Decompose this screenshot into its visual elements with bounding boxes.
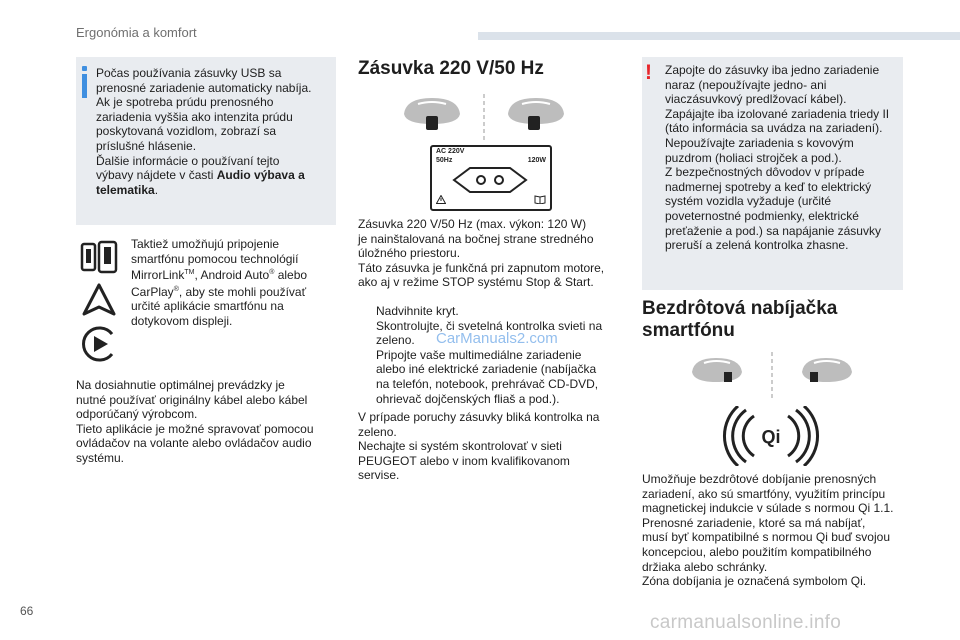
wireless-line: držiaka alebo schránky.: [642, 559, 768, 574]
socket-intro: [358, 217, 628, 290]
cable-line: systému.: [76, 450, 125, 465]
warning-line: viaczásuvkový predlžovací kábel).: [665, 92, 847, 107]
wireless-line: Prenosné zariadenie, ktoré sa má nabíjať,: [642, 515, 866, 530]
warning-triangle-icon: [436, 195, 446, 204]
info-bold-ref: telematika: [96, 182, 155, 197]
step-item: Skontrolujte, či svetelná kontrolka svieti na: [376, 318, 603, 333]
page-number: 66: [20, 604, 34, 618]
info-line: telematika.: [96, 182, 159, 197]
socket-intro-line: úložného priestoru.: [358, 246, 461, 261]
socket-label-ac: AC 220V: [436, 148, 465, 155]
tech-line: Taktiež umožňujú pripojenie: [131, 237, 280, 251]
header-bar: [478, 32, 960, 40]
socket-steps: [358, 304, 630, 406]
info-line: výbavy nájdete v časti Audio výbava a: [96, 168, 305, 183]
wireless-title: [642, 298, 837, 342]
cable-line: ovládačov na volante alebo ovládačov audio: [76, 436, 312, 451]
smartphone-tech-text: [131, 237, 336, 329]
warning-mark-icon: !: [645, 61, 652, 84]
warning-line: preruší a zelená kontrolka zhasne.: [665, 238, 849, 253]
warning-box: [642, 57, 903, 290]
socket-intro-line: je nainštalovaná na bočnej strane stredného: [358, 231, 594, 246]
warning-line: Zapojte do zásuvky iba jedno zariadenie: [665, 63, 880, 77]
warning-line: Z bezpečnostných dôvodov v prípade: [665, 165, 865, 180]
console-seats-icon: [398, 92, 570, 144]
warning-line: Nepoužívajte zariadenia s kovovým: [665, 135, 854, 150]
wireless-line: Umožňuje bezdrôtové dobíjanie prenosných: [642, 472, 877, 486]
watermark-center: CarManuals2.com: [436, 330, 558, 347]
cable-line: odporúčaný výrobcom.: [76, 407, 198, 422]
tech-line: smartfónu pomocou technológií: [131, 251, 299, 266]
fault-line: servise.: [358, 468, 400, 483]
warning-line: (táto informácia sa uvádza na zariadení).: [665, 121, 883, 136]
cable-line: Na dosiahnutie optimálnej prevádzky je: [76, 378, 285, 392]
fault-line: Nechajte si systém skontrolovať v sieti: [358, 439, 562, 454]
wireless-line: Zóna dobíjania je označená symbolom Qi.: [642, 574, 867, 589]
info-line: zariadenia vyššia ako intenzita prúdu: [96, 109, 293, 124]
warning-text: [665, 63, 901, 253]
info-box: [76, 57, 336, 225]
fault-line: zeleno.: [358, 424, 397, 439]
info-bold-ref: Audio výbava a: [216, 168, 305, 183]
warning-line: poveternostné podmienky, elektrické: [665, 208, 859, 223]
socket-intro-line: Zásuvka 220 V/50 Hz (max. výkon: 120 W): [358, 217, 587, 231]
section-title: Ergonómia a komfort: [76, 25, 197, 40]
info-icon: [82, 66, 87, 98]
tech-line: CarPlay®, aby ste mohli používať: [131, 284, 307, 299]
carplay-icon: [79, 324, 119, 364]
wireless-title-line: smartfónu: [642, 320, 735, 341]
tech-line: určité aplikácie smartfónu na: [131, 299, 284, 314]
info-text: [96, 66, 332, 197]
step-item-cont: zeleno.: [376, 333, 415, 348]
wireless-body: [642, 472, 910, 589]
info-line: poskytovaná vozidlom, zobrazí sa: [96, 124, 277, 139]
socket-panel: [430, 145, 552, 211]
wireless-line: magnetickej indukcie v súlade s normou Qi 1.1.: [642, 501, 894, 516]
step-item: Pripojte vaše multimediálne zariadenie: [376, 347, 582, 362]
socket-label-hz: 50Hz: [436, 157, 453, 164]
wireless-line: koncepciou, alebo použitím kompatibilného: [642, 544, 872, 559]
manual-book-icon: [534, 195, 546, 204]
socket-title: Zásuvka 220 V/50 Hz: [358, 58, 544, 79]
fault-line: PEUGEOT alebo v inom kvalifikovanom: [358, 453, 570, 468]
step-item-cont: ohrievač dojčenských fliaš a pod.).: [376, 391, 560, 406]
qi-symbol-text: Qi: [761, 427, 781, 447]
socket-outlet-icon: [444, 165, 536, 195]
cable-line: Tieto aplikácie je možné spravovať pomocou: [76, 421, 314, 436]
fault-line: V prípade poruchy zásuvky bliká kontrolka na: [358, 410, 600, 424]
info-line: Ak je spotreba prúdu prenosného: [96, 95, 274, 110]
cable-note: [76, 378, 338, 466]
info-line: prenosné zariadenie automaticky nabíja.: [96, 80, 312, 95]
wireless-line: zariadení, ako sú smartfóny, využitím princípu: [642, 486, 886, 501]
android-auto-icon: [80, 282, 118, 318]
info-line: príslušné hlásenie.: [96, 138, 197, 153]
tech-line: dotykovom displeji.: [131, 313, 233, 328]
wireless-title-line: Bezdrôtová nabíjačka: [642, 298, 838, 319]
watermark-footer: carmanualsonline.info: [650, 612, 842, 633]
step-item-cont: alebo iné elektrické zariadenie (nabíjačka: [376, 362, 597, 377]
cable-line: nutné používať originálny kábel alebo kábel: [76, 392, 308, 407]
warning-line: naraz (nepoužívajte jedno- ani: [665, 77, 827, 92]
info-line: Ďalšie informácie o používaní tejto: [96, 153, 280, 168]
wireless-line: musí byť kompatibilné s normou Qi buď svojou: [642, 530, 890, 545]
console-charger-icon: [686, 350, 858, 402]
warning-line: Zapájajte iba izolované zariadenia triedy II: [665, 106, 890, 121]
step-item-cont: na telefón, notebook, prehrávač CD-DVD,: [376, 376, 599, 391]
warning-line: puzdrom (holiaci strojček a pod.).: [665, 150, 842, 165]
qi-wireless-icon: [718, 406, 824, 466]
info-line: Počas používania zásuvky USB sa: [96, 66, 282, 80]
socket-fault: [358, 410, 630, 483]
tech-line: MirrorLink™, Android Auto® alebo: [131, 268, 308, 283]
step-item: Nadvihnite kryt.: [376, 304, 459, 318]
warning-line: systém vozidla vyžaduje (určité: [665, 194, 832, 209]
warning-line: preťaženie a pod.) sa napájanie zásuvky: [665, 223, 881, 238]
warning-line: nadmernej spotreby a keď to elektrický: [665, 179, 872, 194]
socket-intro-line: ako aj v režime STOP systému Stop & Start.: [358, 275, 594, 290]
socket-intro-line: Táto zásuvka je funkčná pri zapnutom motore,: [358, 260, 605, 275]
mirrorlink-icon: [80, 240, 120, 276]
socket-label-w: 120W: [527, 157, 546, 164]
